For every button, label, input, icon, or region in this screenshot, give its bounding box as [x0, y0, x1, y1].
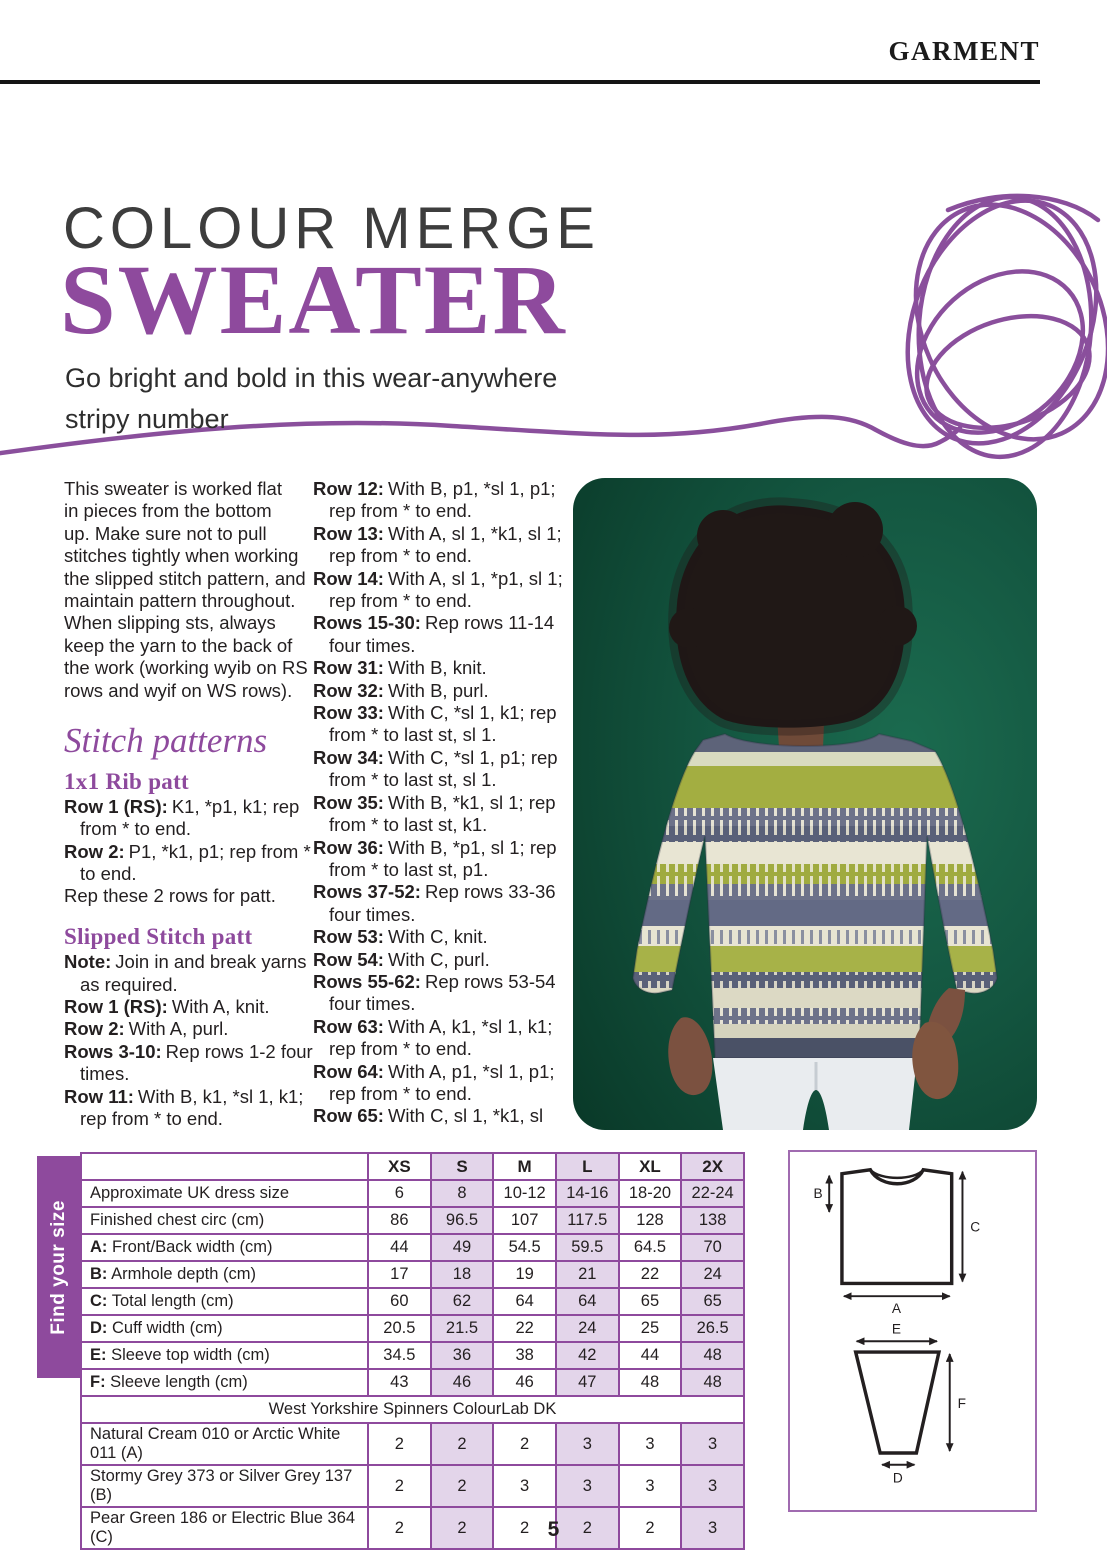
model-photo: [573, 478, 1037, 1130]
yarn-quantity-cell: 3: [619, 1423, 682, 1465]
size-value-cell: 44: [619, 1342, 682, 1369]
size-column-header: S: [431, 1153, 494, 1180]
intro-line: up. Make sure not to pull: [64, 522, 267, 544]
yarn-row-label: Natural Cream 010 or Arctic White 011 (A): [81, 1423, 368, 1465]
instruction-line: Row 2: With A, purl.: [64, 1018, 229, 1040]
instruction-line: Rows 37-52: Rep rows 33-36 four times.: [313, 881, 556, 925]
size-value-cell: 22-24: [681, 1180, 744, 1207]
stitch-patterns-heading: Stitch patterns: [64, 721, 268, 761]
yarn-quantity-cell: 3: [681, 1423, 744, 1465]
instruction-line: Rows 55-62: Rep rows 53-54 four times.: [313, 970, 556, 1015]
size-value-cell: 6: [368, 1180, 431, 1207]
yarn-quantity-cell: 3: [681, 1507, 744, 1549]
instruction-line: Row 33: With C, *sl 1, k1; rep from * to last st, sl 1.: [313, 702, 557, 746]
yarn-quantity-cell: 2: [493, 1423, 556, 1465]
row-label: A: Front/Back width (cm): [81, 1234, 368, 1261]
size-value-cell: 21: [556, 1261, 619, 1288]
instruction-line: Row 64: With A, p1, *sl 1, p1; rep from * to end.: [313, 1060, 555, 1104]
size-column-header: XL: [619, 1153, 682, 1180]
yarn-quantity-cell: 3: [681, 1465, 744, 1507]
intro-line: maintain pattern throughout.: [64, 590, 296, 612]
size-value-cell: 34.5: [368, 1342, 431, 1369]
yarn-quantity-cell: 2: [431, 1423, 494, 1465]
row-label: B: Armhole depth (cm): [81, 1261, 368, 1288]
table-row: [81, 1261, 744, 1288]
yarn-quantity-cell: 3: [556, 1465, 619, 1507]
size-column-header: L: [556, 1153, 619, 1180]
instruction-line: Rep these 2 rows for patt.: [64, 885, 276, 907]
table-row: [81, 1234, 744, 1261]
size-column-header: 2X: [681, 1153, 744, 1180]
header-rule: [0, 80, 1040, 84]
size-value-cell: 107: [493, 1207, 556, 1234]
diagram-label-d: D: [892, 1470, 903, 1486]
body-schematic: [829, 1170, 962, 1296]
size-value-cell: 138: [681, 1207, 744, 1234]
size-value-cell: 128: [619, 1207, 682, 1234]
page-number: 5: [547, 1518, 560, 1541]
row-label: Approximate UK dress size: [81, 1180, 368, 1207]
yarn-quantity-cell: 2: [368, 1465, 431, 1507]
row-label: C: Total length (cm): [81, 1288, 368, 1315]
size-value-cell: 64.5: [619, 1234, 682, 1261]
yarn-quantity-cell: 3: [493, 1465, 556, 1507]
row-label: E: Sleeve top width (cm): [81, 1342, 368, 1369]
intro-line: the slipped stitch pattern, and: [64, 567, 306, 589]
size-value-cell: 65: [681, 1288, 744, 1315]
intro-line: rows and wyif on WS rows).: [64, 679, 293, 701]
instruction-line: Row 54: With C, purl.: [313, 948, 490, 970]
table-row: [81, 1423, 744, 1465]
size-value-cell: 44: [368, 1234, 431, 1261]
diagram-panel: [788, 1150, 1037, 1512]
instruction-line: Row 1 (RS): K1, *p1, k1; rep from * to end.: [64, 795, 300, 840]
yarn-brand-row: [81, 1396, 744, 1423]
size-value-cell: 43: [368, 1369, 431, 1396]
intro-line: stitches tightly when working: [64, 545, 299, 567]
size-table-header: [81, 1153, 744, 1180]
section-label: GARMENT: [888, 36, 1040, 66]
table-row: [81, 1342, 744, 1369]
rib-pattern-title: 1x1 Rib patt: [64, 768, 190, 794]
subtitle-line: stripy number: [65, 403, 229, 434]
size-value-cell: 24: [681, 1261, 744, 1288]
instruction-line: Row 63: With A, k1, *sl 1, k1; rep from * to end.: [313, 1015, 553, 1060]
diagram-label-f: F: [957, 1395, 966, 1411]
yarn-quantity-cell: 2: [368, 1423, 431, 1465]
intro-line: This sweater is worked flat: [64, 478, 282, 499]
instruction-line: Row 53: With C, knit.: [313, 926, 488, 948]
size-value-cell: 96.5: [431, 1207, 494, 1234]
size-value-cell: 24: [556, 1315, 619, 1342]
intro-line: When slipping sts, always: [64, 612, 276, 634]
slipped-pattern-instructions-continued: [313, 478, 571, 1128]
instruction-line: Row 36: With B, *p1, sl 1; rep from * to last st, p1.: [313, 836, 557, 880]
table-row: [81, 1369, 744, 1396]
instruction-line: Row 14: With A, sl 1, *p1, sl 1; rep from * to end.: [313, 567, 563, 612]
yarn-brand-label: West Yorkshire Spinners ColourLab DK: [81, 1396, 744, 1423]
instruction-line: Note: Join in and break yarns as required.: [64, 951, 307, 995]
yarn-quantity-cell: 2: [431, 1507, 494, 1549]
row-label: Finished chest circ (cm): [81, 1207, 368, 1234]
model-photo-illustration: [573, 478, 1037, 1130]
instruction-line: Row 35: With B, *k1, sl 1; rep from * to last st, k1.: [313, 791, 556, 836]
size-table: [80, 1152, 745, 1550]
size-value-cell: 59.5: [556, 1234, 619, 1261]
title-kicker: COLOUR MERGE: [63, 196, 600, 261]
size-value-cell: 25: [619, 1315, 682, 1342]
instruction-line: Row 31: With B, knit.: [313, 657, 487, 679]
table-row: [81, 1207, 744, 1234]
page-title: SWEATER: [60, 244, 567, 355]
table-row: [81, 1315, 744, 1342]
size-value-cell: 117.5: [556, 1207, 619, 1234]
size-value-cell: 26.5: [681, 1315, 744, 1342]
size-value-cell: 65: [619, 1288, 682, 1315]
yarn-quantity-cell: 2: [431, 1465, 494, 1507]
rib-pattern-instructions: [64, 796, 316, 908]
size-value-cell: 18: [431, 1261, 494, 1288]
instruction-line: Row 2: P1, *k1, p1; rep from * to end.: [64, 840, 311, 885]
size-value-cell: 17: [368, 1261, 431, 1288]
instruction-line: Row 65: With C, sl 1, *k1, sl: [313, 1105, 544, 1127]
size-value-cell: 36: [431, 1342, 494, 1369]
slipped-pattern-instructions: [64, 951, 316, 1130]
yarn-quantity-cell: 3: [556, 1423, 619, 1465]
row-label: D: Cuff width (cm): [81, 1315, 368, 1342]
size-value-cell: 48: [619, 1369, 682, 1396]
size-value-cell: 60: [368, 1288, 431, 1315]
size-value-cell: 19: [493, 1261, 556, 1288]
diagram-label-b: B: [813, 1186, 823, 1202]
subtitle-line: Go bright and bold in this wear-anywhere: [65, 363, 558, 393]
find-your-size-tab: [37, 1156, 80, 1378]
size-value-cell: 42: [556, 1342, 619, 1369]
table-row: [81, 1465, 744, 1507]
instruction-line: Row 11: With B, k1, *sl 1, k1; rep from * to end.: [64, 1085, 304, 1130]
instruction-line: Row 34: With C, *sl 1, p1; rep from * to last st, sl 1.: [313, 746, 558, 791]
text-column-2: [313, 478, 571, 1128]
table-row: [81, 1180, 744, 1207]
intro-paragraph: [64, 478, 316, 702]
size-column-header: M: [493, 1153, 556, 1180]
slipped-pattern-title: Slipped Stitch patt: [64, 923, 253, 949]
size-value-cell: 20.5: [368, 1315, 431, 1342]
intro-line: the work (working wyib on RS: [64, 657, 308, 679]
intro-line: in pieces from the bottom: [64, 500, 272, 522]
size-value-cell: 64: [493, 1288, 556, 1315]
size-value-cell: 21.5: [431, 1315, 494, 1342]
corner-cell: [81, 1153, 368, 1180]
yarn-quantity-cell: 2: [368, 1507, 431, 1549]
size-value-cell: 22: [493, 1315, 556, 1342]
size-value-cell: 47: [556, 1369, 619, 1396]
instruction-line: Row 12: With B, p1, *sl 1, p1; rep from * to end.: [313, 478, 556, 522]
yarn-row-label: Stormy Grey 373 or Silver Grey 137 (B): [81, 1465, 368, 1507]
size-value-cell: 10-12: [493, 1180, 556, 1207]
diagram-label-a: A: [891, 1300, 902, 1316]
table-row: [81, 1288, 744, 1315]
size-value-cell: 54.5: [493, 1234, 556, 1261]
sleeve-schematic: [856, 1341, 950, 1464]
size-value-cell: 38: [493, 1342, 556, 1369]
size-value-cell: 22: [619, 1261, 682, 1288]
size-value-cell: 48: [681, 1342, 744, 1369]
diagram-label-c: C: [970, 1219, 981, 1235]
instruction-line: Row 32: With B, purl.: [313, 679, 489, 701]
row-label: F: Sleeve length (cm): [81, 1369, 368, 1396]
text-column-1: [64, 478, 316, 1130]
size-value-cell: 8: [431, 1180, 494, 1207]
size-value-cell: 62: [431, 1288, 494, 1315]
yarn-quantity-cell: 2: [556, 1507, 619, 1549]
intro-line: keep the yarn to the back of: [64, 634, 293, 656]
size-value-cell: 48: [681, 1369, 744, 1396]
size-value-cell: 86: [368, 1207, 431, 1234]
size-value-cell: 18-20: [619, 1180, 682, 1207]
instruction-line: Row 1 (RS): With A, knit.: [64, 996, 270, 1017]
yarn-quantity-cell: 3: [619, 1465, 682, 1507]
size-value-cell: 14-16: [556, 1180, 619, 1207]
yarn-row-label: Pear Green 186 or Electric Blue 364 (C): [81, 1507, 368, 1549]
instruction-line: Row 13: With A, sl 1, *k1, sl 1; rep from * to end.: [313, 522, 562, 567]
size-value-cell: 64: [556, 1288, 619, 1315]
diagram-label-e: E: [891, 1321, 902, 1337]
find-your-size-label: Find your size: [47, 1199, 69, 1335]
size-column-header: XS: [368, 1153, 431, 1180]
yarn-quantity-cell: 2: [619, 1507, 682, 1549]
size-value-cell: 49: [431, 1234, 494, 1261]
subtitle: [65, 358, 557, 439]
instruction-line: Rows 3-10: Rep rows 1-2 four times.: [64, 1040, 313, 1085]
size-value-cell: 46: [493, 1369, 556, 1396]
size-value-cell: 46: [431, 1369, 494, 1396]
size-value-cell: 70: [681, 1234, 744, 1261]
instruction-line: Rows 15-30: Rep rows 11-14 four times.: [313, 612, 555, 656]
yarn-quantity-cell: 2: [493, 1507, 556, 1549]
